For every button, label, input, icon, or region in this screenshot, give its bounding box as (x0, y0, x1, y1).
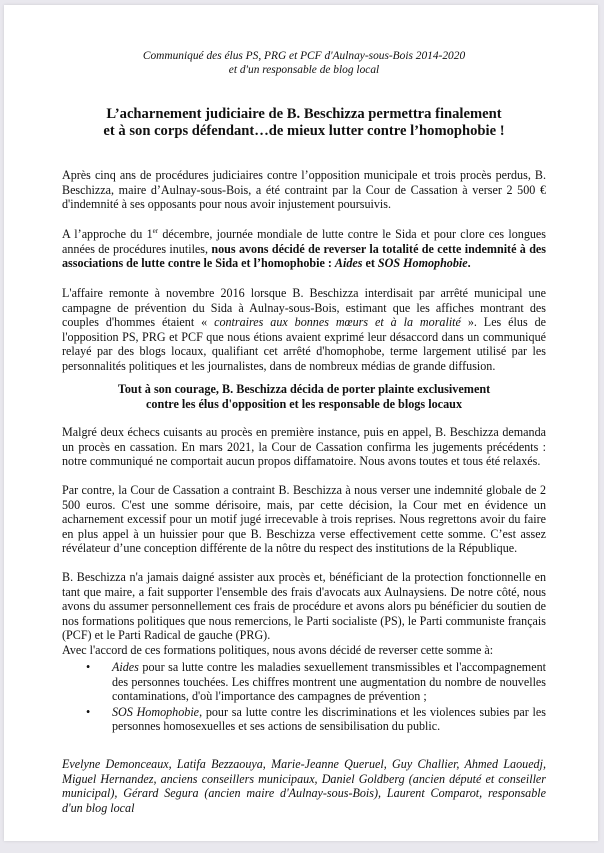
section-subheading (62, 382, 546, 411)
document-page (4, 5, 598, 841)
quoted-phrase: contraires aux bonnes mœurs et à la moralité (214, 315, 461, 330)
org-sos-homophobie: SOS Homophobie (377, 256, 468, 271)
paragraph-announcement: A l’approche du 1er décembre, journée mondiale de lutte contre le Sida et pour clore ces longues années de procédures inutiles, nous avons décidé de reverser la totalité de cette indemnité à des associations de lutte contre le Sida et l’homophobie : Aides et SOS Homophobie. (62, 226, 547, 271)
donation-list (62, 660, 546, 735)
paragraph-trials: Malgré deux échecs cuisants au procès en première instance, puis en appel, B. Beschizza demanda un procès en cassation. En mars 2021, la Cour de Cassation confirma les jugements précédents : notre communiqué ne comportait aucun propos diffamatoire. Nous avons toutes et tous été relaxés. (62, 425, 546, 469)
key-announcement: nous avons décidé de reverser la totalité de cette indemnité à des associations de lutte contre le Sida et l’homophobie : (62, 241, 546, 271)
header-line-2: et d'un responsable de blog local (228, 64, 380, 76)
org-aides: Aides (334, 256, 363, 271)
paragraph-costs: B. Beschizza n'a jamais daigné assister aux procès et, bénéficiant de la protection fonctionnelle en tant que maire, a fait supporter l'ensemble des frais d'avocats aux Aulnaysiens. De notre côté, nous avons du assumer personnellement ces frais de procédure et avons alors pu bénéficier du soutien de nos formations politiques que nous remercions, le Parti socialiste (PS), le Parti communiste français (PCF) et le Parti Radical de gauche (PRG). (62, 570, 546, 643)
title-line-1: L’acharnement judiciaire de B. Beschizza permettra finalement (106, 106, 502, 122)
paragraph-background: L'affaire remonte à novembre 2016 lorsque B. Beschizza interdisait par arrêté municipal une campagne de prévention du Sida à Aulnay-sous-Bois, estimant que les affiches montrant des couples d'hommes étaient « contraires aux bonnes mœurs et à la moralité ». Les élus de l'opposition PS, PRG et PCF que nous étions avaient exprimé leur désaccord dans un communiqué relayé par des blogs locaux, qualifiant cet arrêté d'homophobe, terme largement utilisé par les personnalités politiques et les journalistes, dans de nombreux médias de grande diffusion. (62, 286, 546, 373)
document-header (62, 49, 546, 77)
bullet-icon: • (86, 660, 91, 674)
subheading-line-2: contre les élus d'opposition et les responsable de blogs locaux (145, 396, 463, 411)
org-name: Aides (112, 660, 139, 674)
paragraph-donation: Avec l'accord de ces formations politiques, nous avons décidé de reverser cette somme à: (62, 643, 494, 657)
list-item: • Aides pour sa lutte contre les maladies sexuellement transmissibles et l'accompagnement des personnes touchées. Les chiffres montrent une augmentation du nombre de nouvelles contaminations, d'où l'importance des campagnes de prévention ; (86, 660, 546, 704)
paragraph-intro: Après cinq ans de procédures judiciaires contre l’opposition municipale et trois procès perdus, B. Beschizza, maire d’Aulnay-sous-Bois, a été contraint par la Cour de Cassation à verser 2 500 € d'indemnité à ses opposants pour nous avoir injustement poursuivis. (62, 168, 546, 212)
title-line-2: et à son corps défendant…de mieux lutter contre l’homophobie ! (103, 123, 505, 139)
ordinal-superscript: er (152, 226, 159, 235)
org-name: SOS Homophobie (112, 704, 200, 719)
bullet-icon: • (86, 704, 91, 719)
list-item: • SOS Homophobie, pour sa lutte contre les discriminations et les violences subies par les personnes homosexuelles et ses actions de sensibilisation du public. (86, 704, 546, 734)
header-line-1: Communiqué des élus PS, PRG et PCF d'Aulnay-sous-Bois 2014-2020 (142, 50, 466, 62)
subheading-line-1: Tout à son courage, B. Beschizza décida de porter plainte exclusivement (117, 382, 491, 396)
signatories: Evelyne Demonceaux, Latifa Bezzaouya, Marie-Jeanne Queruel, Guy Challier, Ahmed Laouedj, Miguel Hernandez, anciens conseillers municipaux, Daniel Goldberg (ancien député et conseiller municipal), Gérard Segura (ancien maire d'Aulnay-sous-Bois), Laurent Comparot, responsable d'un blog local (62, 757, 546, 815)
document-title (62, 106, 546, 140)
paragraph-indemnity: Par contre, la Cour de Cassation a contraint B. Beschizza à nous verser une indemnité globale de 2 500 euros. C'est une somme dérisoire, mais, par cette décision, la Cour met en évidence un acharnement excessif pour un motif jugé irrecevable à trois reprises. Nous regrettons avoir du faire en plus appel à un huissier pour que B. Beschizza verse effectivement cette somme. C’est assez révélateur d’une conception différente de la nôtre du respect des institutions de la République. (62, 483, 546, 556)
